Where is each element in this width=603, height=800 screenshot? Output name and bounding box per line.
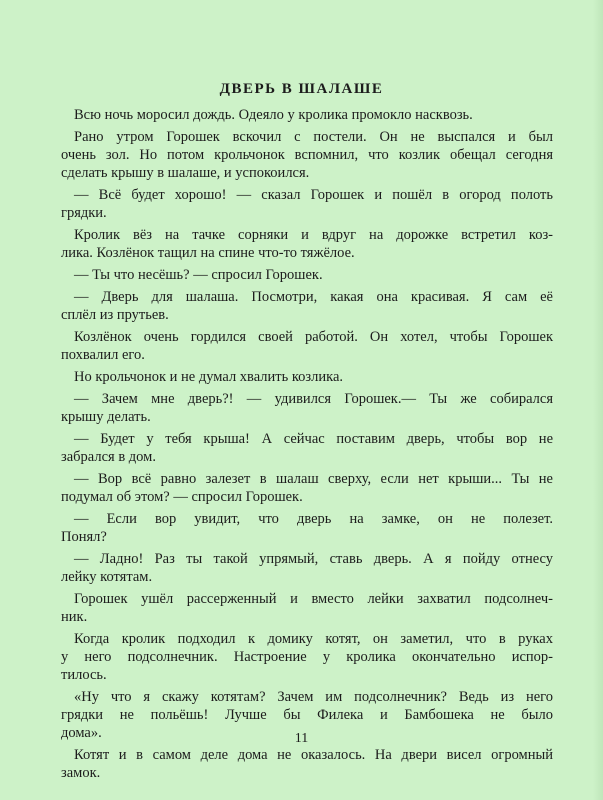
paragraph [61,266,553,284]
text-line: лейку котятам. [61,569,153,585]
text-line: «Ну что я скажу котятам? Зачем им подсолнечник? Ведь из него [74,689,553,705]
text-line: грядки не польёшь! Лучше бы Филека и Бамбошека не было [61,707,553,723]
paragraph [61,430,553,466]
text-line: тилось. [61,667,107,683]
text-line: ник. [61,609,88,625]
text-line: у него подсолнечник. Настроение у кролика окончательно испор- [61,649,553,665]
text-line: подумал об этом? — спросил Горошек. [61,489,303,505]
paragraph [61,390,553,426]
text-line: — Дверь для шалаша. Посмотри, какая она красивая. Я сам её [74,289,553,305]
paragraph [61,328,553,364]
text-line: дома». [61,725,102,741]
paragraph [61,746,553,782]
text-line: Кролик вёз на тачке сорняки и вдруг на дорожке встретил коз- [74,227,553,243]
text-line: похвалил его. [61,347,145,363]
text-line: — Если вор увидит, что дверь на замке, он не полезет. [74,511,553,527]
paragraph [61,128,553,182]
text-line: — Всё будет хорошо! — сказал Горошек и пошёл в огород полоть [74,187,553,203]
text-line: грядки. [61,205,107,221]
text-line: крышу делать. [61,409,151,425]
text-line: Когда кролик подходил к домику котят, он заметил, что в руках [74,631,553,647]
text-line: Рано утром Горошек вскочил с постели. Он не выспался и был [74,129,553,145]
text-line: лика. Козлёнок тащил на спине что-то тяжёлое. [61,245,355,261]
text-line: Котят и в самом деле дома не оказалось. На двери висел огромный [74,747,553,763]
text-line: замок. [61,765,101,781]
paragraph [61,288,553,324]
paragraph [61,186,553,222]
text-line: — Ты что несёшь? — спросил Горошек. [74,267,323,283]
paragraph [61,368,553,386]
text-line: — Зачем мне дверь?! — удивился Горошек.— Ты же собирался [74,391,553,407]
paragraph [61,550,553,586]
page-edge-shadow [593,0,603,800]
text-line: забрался в дом. [61,449,156,465]
paragraph [61,510,553,546]
text-line: сплёл из прутьев. [61,307,169,323]
text-line: Козлёнок очень гордился своей работой. Он хотел, чтобы Горошек [74,329,553,345]
paragraph [61,590,553,626]
text-line: сделать крышу в шалаше, и успокоился. [61,165,310,181]
paragraph [61,470,553,506]
paragraph [61,630,553,684]
text-line: Горошек ушёл рассерженный и вместо лейки захватил подсолнеч- [74,591,553,607]
paragraph [61,106,553,124]
text-line: Понял? [61,529,107,545]
text-line: Всю ночь моросил дождь. Одеяло у кролика промокло насквозь. [74,107,473,123]
text-line: — Вор всё равно залезет в шалаш сверху, если нет крыши... Ты не [74,471,553,487]
paragraph [61,226,553,262]
text-line: — Ладно! Раз ты такой упрямый, ставь дверь. А я пойду отнесу [74,551,553,567]
page-title: ДВЕРЬ В ШАЛАШЕ [219,81,384,97]
story-text [61,106,553,786]
text-line: очень зол. Но потом крольчонок вспомнил, что козлик обещал сегодня [61,147,553,163]
page-number: 11 [294,731,309,746]
text-line: — Будет у тебя крыша! А сейчас поставим дверь, чтобы вор не [74,431,553,447]
text-line: Но крольчонок и не думал хвалить козлика. [74,369,344,385]
